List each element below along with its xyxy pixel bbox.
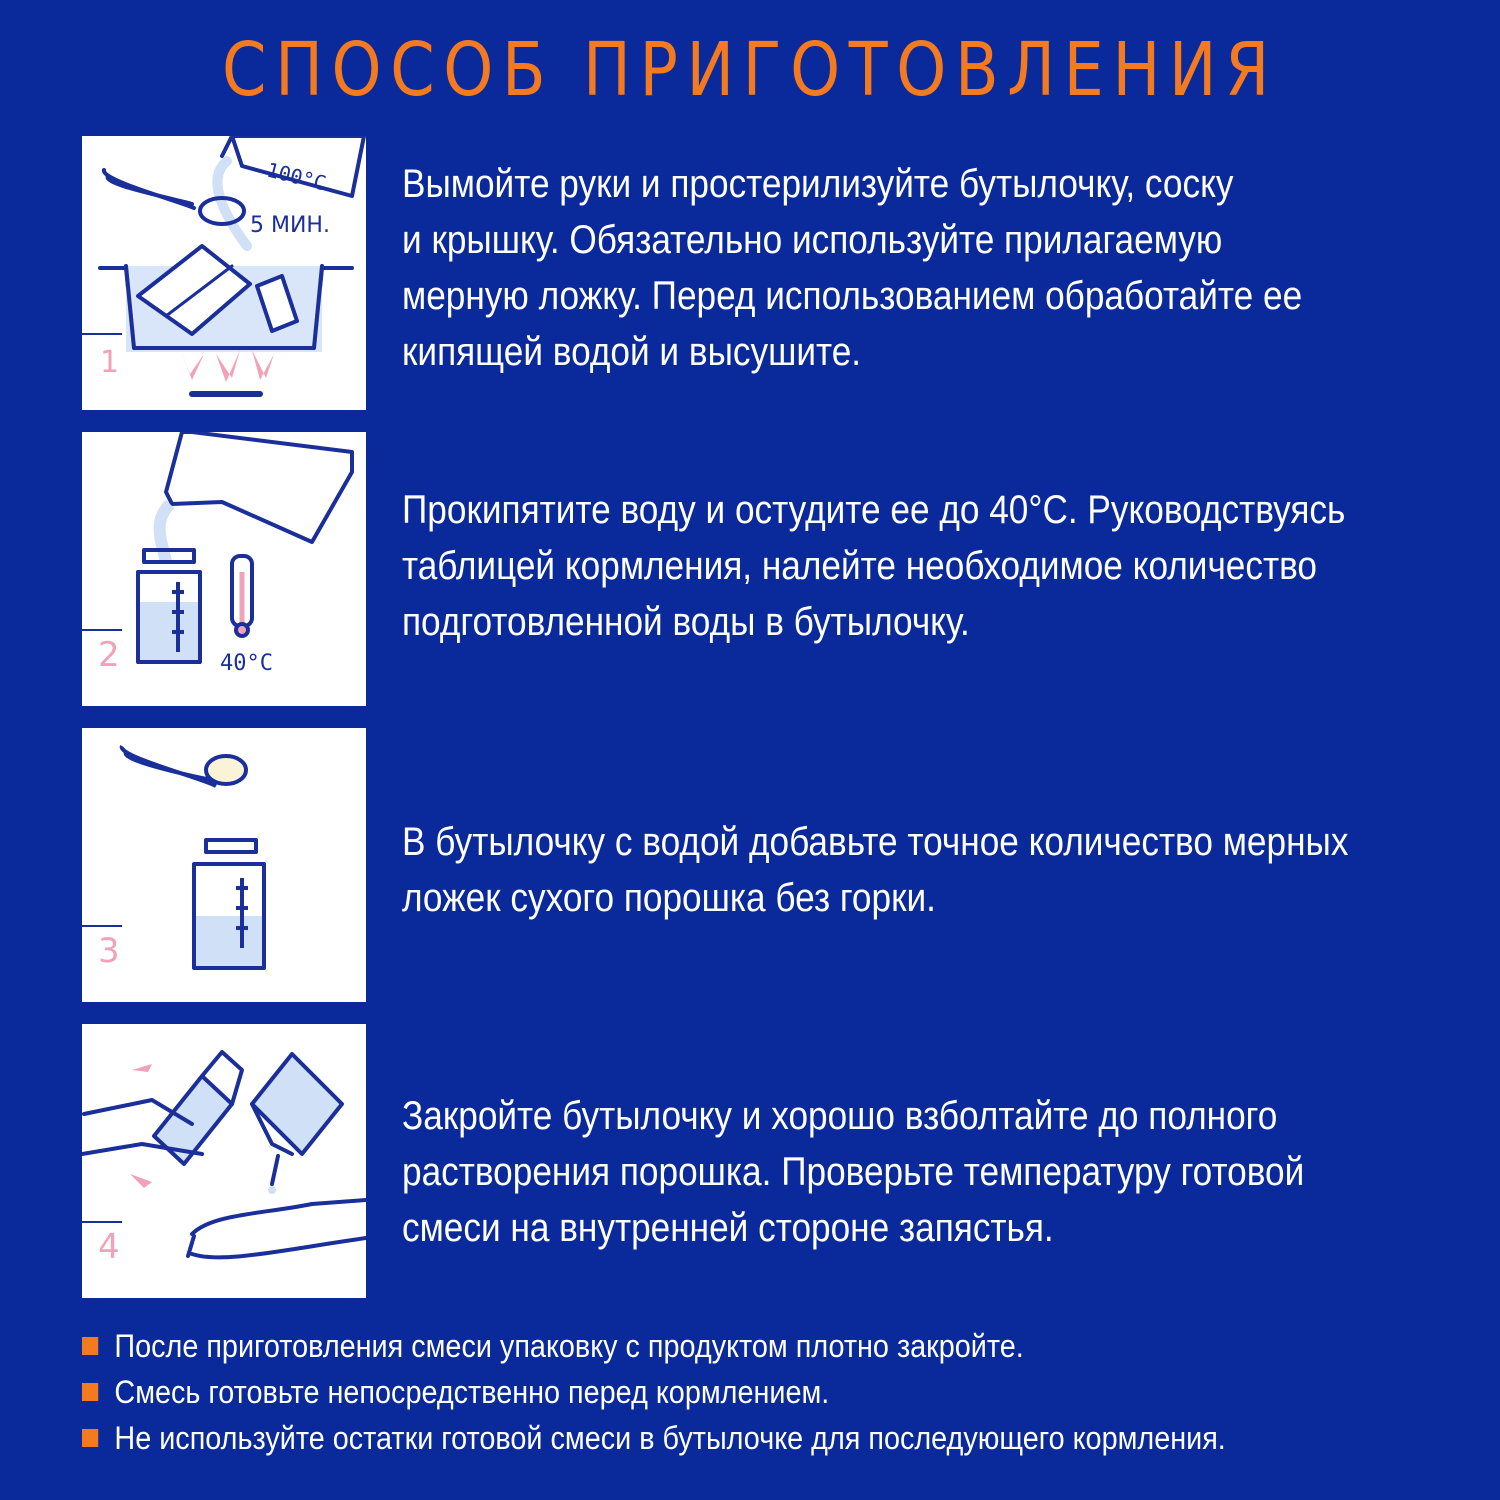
step-number: 3 xyxy=(98,931,120,971)
shake-arrows-icon xyxy=(130,1064,152,1188)
thermometer-icon xyxy=(232,556,252,636)
step-3-card xyxy=(82,728,366,1002)
bullet-square-icon xyxy=(82,1383,98,1401)
step-number: 2 xyxy=(98,635,120,675)
time-label: 5 МИН. xyxy=(250,213,330,238)
temperature-label: 100°C xyxy=(264,157,329,196)
feeding-bottle-icon xyxy=(252,1054,342,1184)
step-3-illustration xyxy=(82,728,366,1002)
note-item: Смесь готовьте непосредственно перед кормлением. xyxy=(82,1372,829,1412)
temperature-label: 40°C xyxy=(220,651,273,676)
step-3-text: В бутылочку с водой добавьте точное количество мерных ложек сухого порошка без горки. xyxy=(402,820,1349,920)
step-1-text: Вымойте руки и простерилизуйте бутылочку, соску и крышку. Обязательно используйте прилагаемую мерную ложку. Перед использованием обработайте ее кипящей водой и высушите. xyxy=(402,162,1303,374)
step-4-text: Закройте бутылочку и хорошо взболтайте до полного растворения порошка. Проверьте температуру готовой смеси на внутренней стороне запястья. xyxy=(402,1094,1305,1250)
bullet-square-icon xyxy=(82,1337,98,1355)
flame-icon xyxy=(180,348,274,382)
note-item: Не используйте остатки готовой смеси в бутылочке для последующего кормления. xyxy=(82,1418,1226,1458)
note-item: После приготовления смеси упаковку с продуктом плотно закройте. xyxy=(82,1326,1024,1366)
bottle-icon xyxy=(138,550,200,662)
measuring-spoon-icon xyxy=(122,746,246,786)
kettle-icon xyxy=(166,432,352,542)
step-4-illustration xyxy=(82,1024,366,1298)
pot-icon xyxy=(100,246,352,352)
step-2-card xyxy=(82,432,366,706)
bullet-square-icon xyxy=(82,1429,98,1447)
step-number: 4 xyxy=(98,1227,120,1267)
page-title: СПОСОБ ПРИГОТОВЛЕНИЯ xyxy=(222,27,1278,113)
step-1-illustration xyxy=(82,136,366,410)
shake-bottle-icon xyxy=(82,1052,242,1164)
step-2-illustration xyxy=(82,432,366,706)
wrist-icon xyxy=(188,1200,366,1257)
step-number: 1 xyxy=(100,345,120,380)
step-4-card xyxy=(82,1024,366,1298)
bottle-icon xyxy=(194,840,264,968)
step-1-card xyxy=(82,136,366,410)
step-2-text: Прокипятите воду и остудите ее до 40°С. Руководствуясь таблицей кормления, налейте необходимое количество подготовленной воды в бутылочку. xyxy=(402,488,1346,644)
